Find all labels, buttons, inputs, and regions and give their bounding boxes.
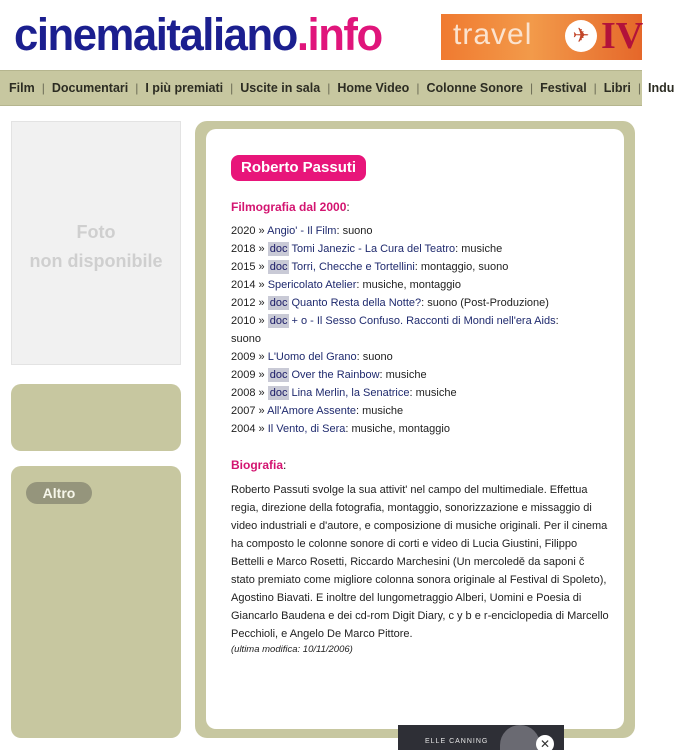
nav-separator: |	[327, 81, 331, 95]
filmography-row: 2009 » L'Uomo del Grano: suono	[231, 351, 393, 363]
photo-placeholder-line2: non disponibile	[29, 251, 163, 271]
sidebar-box	[11, 384, 181, 451]
biography-text: Roberto Passuti svolge la sua attivit' nel campo del multimediale. Effettua regia, direzione della fotografia, montaggio, sonorizzazione e missaggio di video industriali e d'autore, e composizione di musiche originali. Per il cinema ha composto le colonne sonore di corti e video di Lucia Giustini, Filippo Bettelli e Marco Rosetti, Riccardo Marchesini (Un mercoledě da saponi č stato premiato come migliore colonna sonora originale al Festival di Spoleto), Agostino Biavati. E inoltre del lungometraggio Alberi, Uomini e Poesia di Giancarlo Baudena e dei cd-rom Digit Diary, c y b e r-enciclopedia di Marcello Pecchioli, e Angelo De Marco Pittore.	[231, 484, 609, 640]
film-title-link[interactable]: All'Amore Assente	[267, 405, 357, 417]
film-title-link[interactable]: Tomi Janezic - La Cura del Teatro	[291, 243, 456, 255]
film-year: 2012	[231, 297, 256, 309]
nav-item-festival[interactable]: Festival	[540, 81, 587, 95]
travel-ad-banner[interactable]	[441, 14, 642, 60]
banner-logo-letters: IV	[601, 15, 644, 57]
doc-badge: doc	[269, 315, 288, 327]
bottom-ad[interactable]	[398, 725, 564, 750]
altro-tab[interactable]: Altro	[26, 482, 92, 504]
nav-item-uscite-in-sala[interactable]: Uscite in sala	[240, 81, 321, 95]
film-title-link[interactable]: L'Uomo del Grano	[267, 351, 357, 363]
nav-item-libri[interactable]: Libri	[603, 81, 631, 95]
filmography-row: 2010 » doc + o - Il Sesso Confuso. Racconti di Mondi nell'era Aids:	[231, 315, 559, 327]
film-year: 2014	[231, 279, 256, 291]
film-title-link[interactable]: Il Vento, di Sera	[267, 423, 346, 435]
film-title-link[interactable]: Lina Merlin, la Senatrice	[291, 387, 410, 399]
filmography-row: 2007 » All'Amore Assente: musiche	[231, 405, 404, 417]
nav-item-documentari[interactable]: Documentari	[51, 81, 129, 95]
nav-separator: |	[593, 81, 597, 95]
biography-colon: :	[283, 458, 287, 472]
filmography-title: Filmografia dal 2000	[231, 200, 347, 214]
film-title-link[interactable]: Quanto Resta della Notte?	[291, 297, 422, 309]
film-roles: : musiche	[379, 369, 427, 381]
logo-main-text: cinemaitaliano	[14, 9, 297, 60]
filmography-row: 2015 » doc Torri, Checche e Tortellini: montaggio, suono	[231, 261, 509, 273]
doc-badge: doc	[269, 297, 288, 309]
film-year: 2008	[231, 387, 256, 399]
film-year: 2007	[231, 405, 256, 417]
close-icon[interactable]: ✕	[536, 735, 554, 753]
film-roles: : musiche	[409, 387, 457, 399]
filmography-list	[231, 222, 616, 438]
film-title-link[interactable]: Torri, Checche e Tortellini	[291, 261, 415, 273]
filmography-row: 2014 » Spericolato Atelier: musiche, montaggio	[231, 279, 461, 291]
doc-badge: doc	[269, 243, 288, 255]
nav-separator: |	[135, 81, 139, 95]
film-roles: : montaggio, suono	[414, 261, 509, 273]
ad-image	[500, 725, 540, 750]
filmography-row	[231, 330, 616, 348]
doc-badge: doc	[269, 261, 288, 273]
plane-icon: ✈	[565, 20, 597, 52]
film-roles: suono	[231, 333, 261, 345]
photo-placeholder-line1: Foto	[76, 222, 116, 242]
film-year: 2020	[231, 225, 256, 237]
film-title-link[interactable]: Angio' - Il Film	[267, 225, 337, 237]
film-title-link[interactable]: + o - Il Sesso Confuso. Racconti di Mondi nell'era Aids	[291, 315, 556, 327]
filmography-heading	[231, 200, 350, 214]
person-name-heading: Roberto Passuti	[231, 155, 366, 181]
film-roles: : musiche, montaggio	[356, 279, 461, 291]
logo-domain-text: .info	[296, 9, 382, 60]
nav-item-film[interactable]: Film	[9, 81, 35, 95]
film-year: 2018	[231, 243, 256, 255]
banner-text: travel	[453, 18, 533, 51]
film-title-link[interactable]: Spericolato Atelier	[267, 279, 357, 291]
photo-placeholder	[11, 121, 181, 365]
nav-item-i-pi-premiati[interactable]: I più premiati	[145, 81, 224, 95]
biography-heading	[231, 458, 286, 472]
film-roles: : musiche	[455, 243, 503, 255]
film-roles: : suono	[336, 225, 373, 237]
main-nav	[0, 70, 675, 106]
film-roles: : suono	[356, 351, 393, 363]
nav-separator: |	[230, 81, 234, 95]
filmography-colon: :	[346, 200, 350, 214]
filmography-row: 2020 » Angio' - Il Film: suono	[231, 225, 373, 237]
nav-separator: |	[529, 81, 534, 95]
filmography-row: 2012 » doc Quanto Resta della Notte?: suono (Post-Produzione)	[231, 297, 549, 309]
film-roles: : suono (Post-Produzione)	[421, 297, 549, 309]
doc-badge: doc	[269, 387, 288, 399]
site-logo[interactable]	[14, 6, 382, 64]
film-roles: : musiche	[356, 405, 404, 417]
nav-separator: |	[416, 81, 420, 95]
film-year: 2015	[231, 261, 256, 273]
nav-item-home-video[interactable]: Home Video	[337, 81, 410, 95]
film-title-link[interactable]: Over the Rainbow	[291, 369, 380, 381]
filmography-row: 2009 » doc Over the Rainbow: musiche	[231, 369, 427, 381]
last-modified-note: (ultima modifica: 10/11/2006)	[231, 644, 353, 655]
film-year: 2009	[231, 351, 256, 363]
nav-item-indu[interactable]: Indu	[648, 81, 675, 95]
ad-text: ELLE CANNING	[425, 738, 489, 745]
sidebar-altro-box	[11, 466, 181, 738]
film-roles: :	[555, 315, 559, 327]
filmography-row: 2008 » doc Lina Merlin, la Senatrice: musiche	[231, 387, 457, 399]
film-year: 2009	[231, 369, 256, 381]
biography-title: Biografia	[231, 458, 284, 472]
filmography-row: 2004 » Il Vento, di Sera: musiche, montaggio	[231, 423, 450, 435]
nav-separator: |	[41, 81, 45, 95]
film-year: 2010	[231, 315, 256, 327]
film-year: 2004	[231, 423, 256, 435]
nav-item-colonne-sonore[interactable]: Colonne Sonore	[426, 81, 523, 95]
nav-separator: |	[637, 81, 642, 95]
doc-badge: doc	[269, 369, 288, 381]
filmography-row: 2018 » doc Tomi Janezic - La Cura del Teatro: musiche	[231, 243, 503, 255]
film-roles: : musiche, montaggio	[345, 423, 450, 435]
